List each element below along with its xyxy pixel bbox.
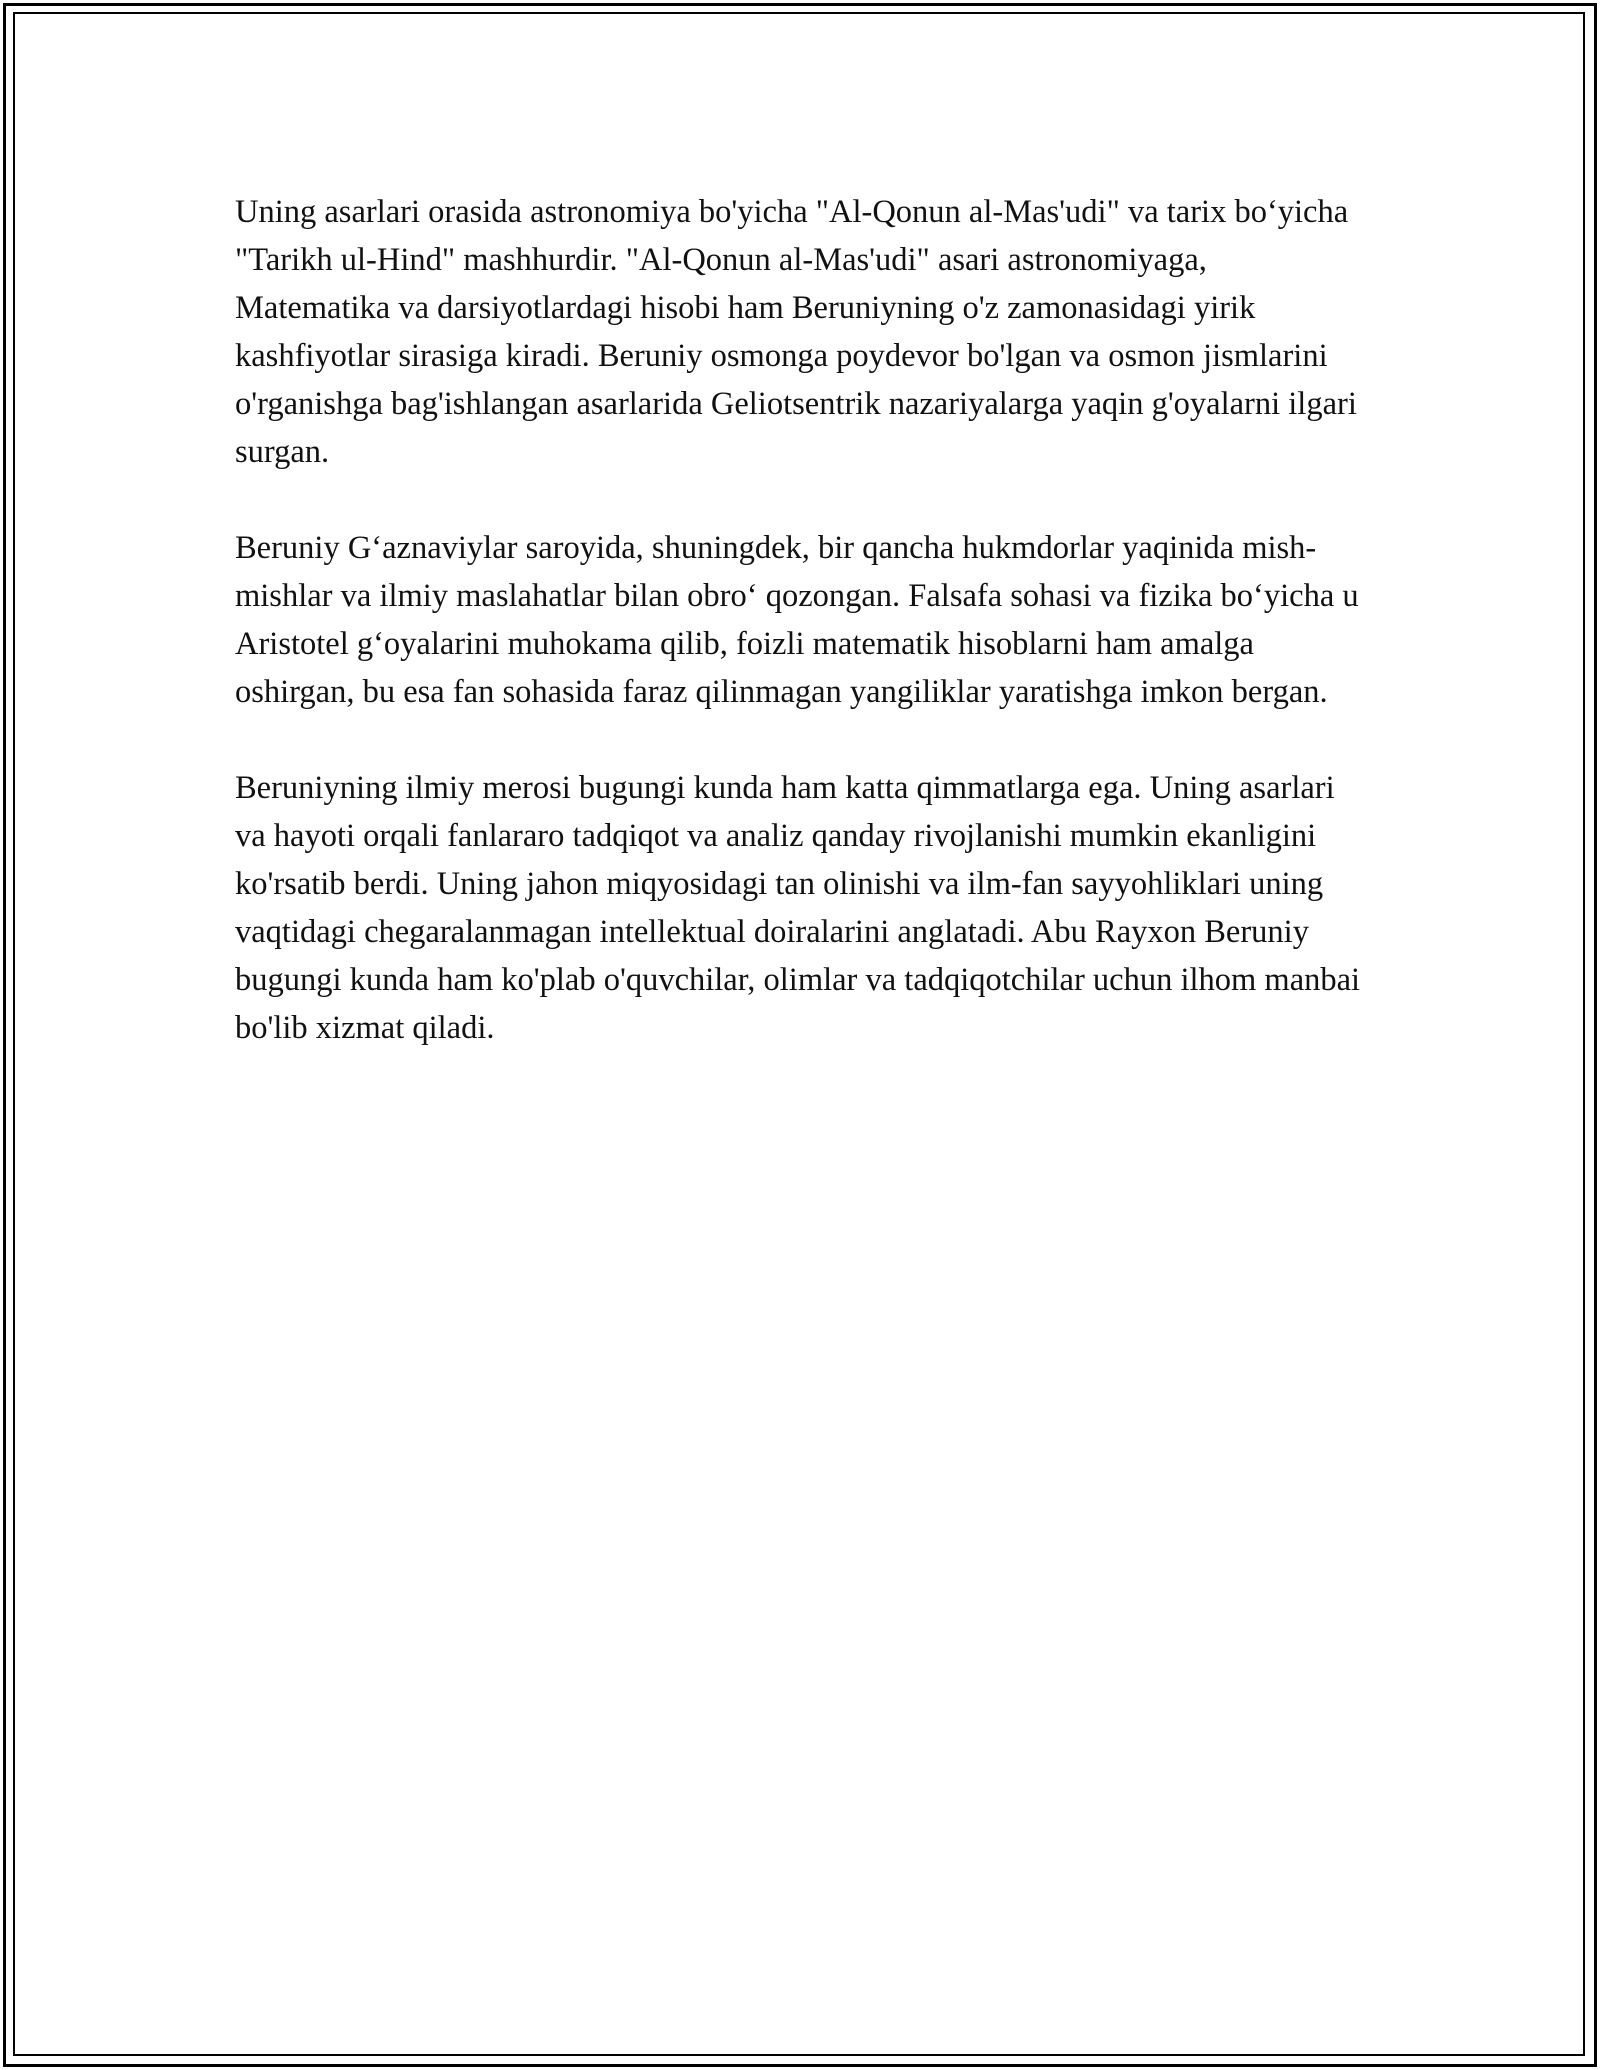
document-body xyxy=(235,188,1365,1052)
paragraph-1: Uning asarlari orasida astronomiya bo'yicha "Al-Qonun al-Mas'udi" va tarix bo‘yicha "Tarikh ul-Hind" mashhurdir. "Al-Qonun al-Mas'udi" asari astronomiyaga, Matematika va darsiyotlardagi hisobi ham Beruniyning o'z zamonasidagi yirik kashfiyotlar sirasiga kiradi. Beruniy osmonga poydevor bo'lgan va osmon jismlarini o'rganishga bag'ishlangan asarlarida Geliotsentrik nazariyalarga yaqin g'oyalarni ilgari surgan. xyxy=(235,194,1357,470)
paragraph-2: Beruniy G‘aznaviylar saroyida, shuningdek, bir qancha hukmdorlar yaqinida mish-mishlar va ilmiy maslahatlar bilan obro‘ qozongan. Falsafa sohasi va fizika bo‘yicha u Aristotel g‘oyalarini muhokama qilib, foizli matematik hisoblarni ham amalga oshirgan, bu esa fan sohasida faraz qilinmagan yangiliklar yaratishga imkon bergan. xyxy=(235,530,1359,710)
paragraph-3: Beruniyning ilmiy merosi bugungi kunda ham katta qimmatlarga ega. Uning asarlari va hayoti orqali fanlararo tadqiqot va analiz qanday rivojlanishi mumkin ekanligini ko'rsatib berdi. Uning jahon miqyosidagi tan olinishi va ilm-fan sayyohliklari uning vaqtidagi chegaralanmagan intellektual doiralarini anglatadi. Abu Rayxon Beruniy bugungi kunda ham ko'plab o'quvchilar, olimlar va tadqiqotchilar uchun ilhom manbai bo'lib xizmat qiladi. xyxy=(235,770,1361,1046)
